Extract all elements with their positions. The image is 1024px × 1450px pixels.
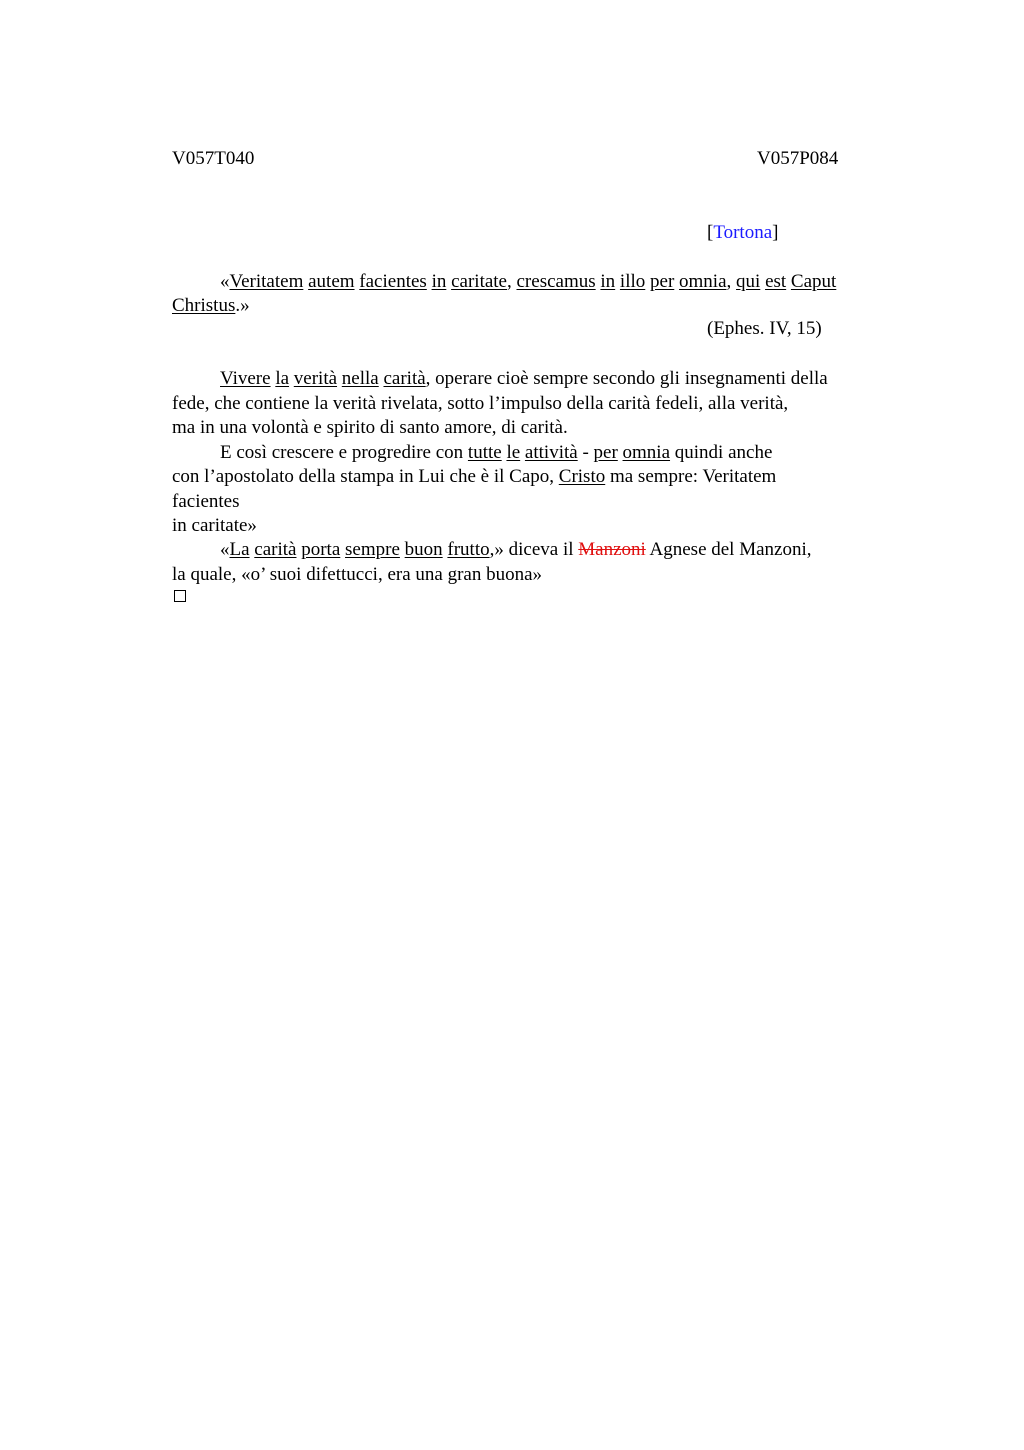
underlined-word: frutto	[447, 539, 490, 560]
end-marker-box-icon	[174, 590, 186, 602]
underlined-word: attività	[524, 442, 578, 463]
paragraph-3-line-1	[220, 538, 812, 562]
underlined-word: sempre	[345, 539, 400, 560]
text-run: Agnese del Manzoni,	[649, 539, 812, 560]
epigraph-word: in	[600, 271, 616, 292]
text-run: con l’apostolato della stampa in Lui che è il Capo,	[172, 466, 555, 487]
epigraph-word: autem	[308, 271, 355, 292]
document-code-right: V057P084	[757, 148, 839, 169]
underlined-word: tutte	[467, 442, 502, 463]
underlined-word: buon	[404, 539, 443, 560]
epigraph-word: Christus	[172, 295, 236, 316]
epigraph-word: crescamus	[516, 271, 596, 292]
deleted-word: Manzoni	[578, 539, 646, 560]
epigraph-word: facientes	[359, 271, 427, 292]
place-label	[707, 222, 778, 244]
paragraph-2-line-3: facientes	[172, 491, 240, 512]
underlined-word: omnia	[622, 442, 671, 463]
place-link[interactable]: Tortona	[713, 222, 773, 243]
text-run: quindi anche	[674, 442, 773, 463]
quote-open: «	[220, 539, 230, 560]
text-run: ma sempre: Veritatem	[609, 466, 777, 487]
epigraph-line-1	[220, 270, 836, 294]
quote-open: «	[220, 271, 230, 292]
underlined-word: Vivere	[220, 368, 271, 389]
epigraph-word: Caput	[790, 271, 837, 292]
underlined-word: La	[229, 539, 250, 560]
underlined-word: porta	[301, 539, 341, 560]
dash: -	[582, 442, 589, 463]
epigraph-word: illo	[619, 271, 646, 292]
paragraph-2-line-2	[172, 465, 776, 489]
paragraph-1-line-2: fede, che contiene la verità rivelata, sotto l’impulso della carità fedeli, alla verità,	[172, 393, 789, 414]
bracket-open: [	[707, 222, 714, 243]
comma: ,	[507, 271, 512, 292]
paragraph-1-line-3: ma in una volontà e spirito di santo amore, di carità.	[172, 417, 568, 438]
paragraph-2-line-1	[220, 441, 772, 465]
underlined-word: verità	[293, 368, 338, 389]
text-run: , operare cioè sempre secondo gli insegnamenti della	[425, 368, 828, 389]
bracket-close: ]	[772, 222, 779, 243]
epigraph-line-2	[172, 294, 250, 318]
text-run: ,» diceva il	[489, 539, 574, 560]
quote-close: .»	[235, 295, 250, 316]
underlined-word: per	[593, 442, 618, 463]
comma: ,	[726, 271, 732, 292]
underlined-word: carità	[254, 539, 297, 560]
epigraph-word: per	[650, 271, 675, 292]
paragraph-3-line-2: la quale, «o’ suoi difettucci, era una gran buona»	[172, 564, 543, 585]
paragraph-1-line-1	[220, 367, 828, 391]
document-code-left: V057T040	[172, 148, 255, 169]
underlined-word: Cristo	[558, 466, 606, 487]
epigraph-word: in	[431, 271, 447, 292]
underlined-word: carità	[383, 368, 426, 389]
epigraph-word: omnia	[679, 271, 727, 292]
text-run: E così crescere e progredire con	[220, 442, 464, 463]
epigraph-word: caritate	[451, 271, 507, 292]
paragraph-2-line-4: in caritate»	[172, 515, 257, 536]
epigraph-word: est	[765, 271, 787, 292]
epigraph-word: qui	[736, 271, 761, 292]
epigraph-word: Veritatem	[229, 271, 304, 292]
underlined-word: la	[275, 368, 290, 389]
underlined-word: le	[506, 442, 521, 463]
underlined-word: nella	[341, 368, 379, 389]
epigraph-reference: (Ephes. IV, 15)	[707, 318, 822, 339]
